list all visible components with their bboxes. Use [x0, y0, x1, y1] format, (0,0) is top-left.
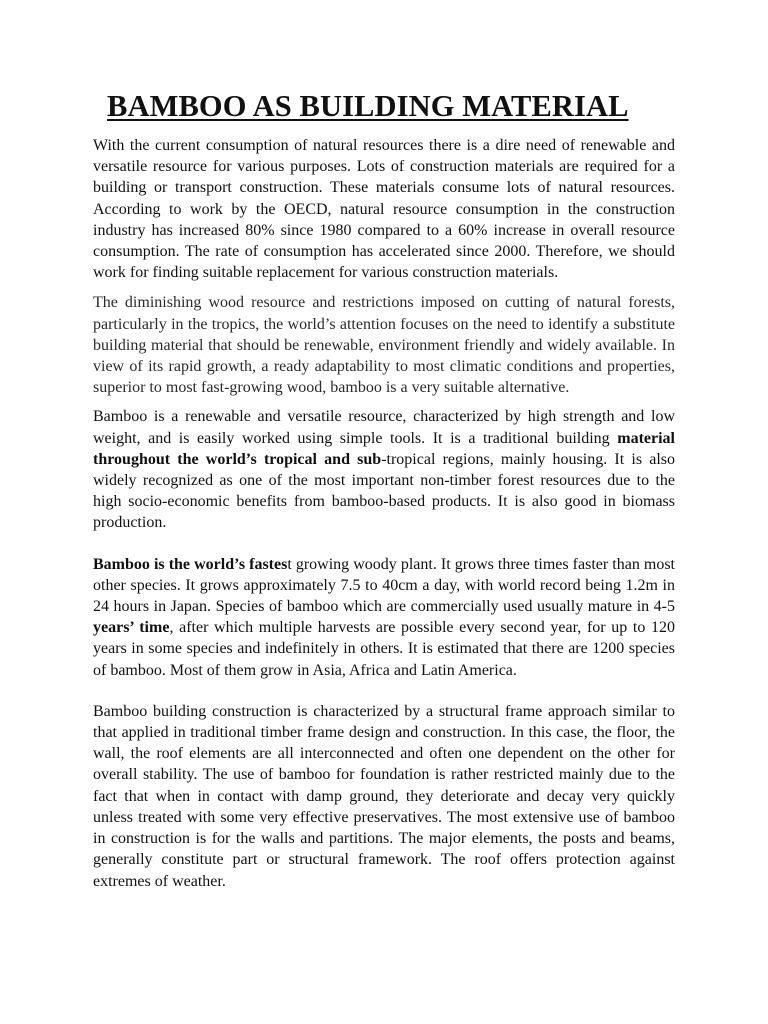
bold-text-run: material throughout the world’s tropical and sub [93, 429, 675, 468]
document-title: BAMBOO AS BUILDING MATERIAL [107, 89, 629, 123]
paragraph-building-construction: Bamboo building construction is characterized by a structural frame approach similar to that applied in traditional timber frame design and construction. In this case, the floor, the wall, the roof elements are all interconnected and often one dependent on the other for overall stability. The use of bamboo for foundation is rather restricted mainly due to the fact that when in contact with damp ground, they deteriorate and decay very quickly unless treated with some very effective preservatives. The most extensive use of bamboo in construction is for the walls and partitions. The major elements, the posts and beams, generally constitute part or structural framework. The roof offers protection against extremes of weather. [93, 702, 675, 890]
paragraph-text-run: t growing woody plant. It grows three times faster than most other species. It grows approximately 7.5 to 40cm a day, with world record being 1.2m in 24 hours in Japan. Species of bamboo which are commercially used usually mature in 4-5 [93, 555, 675, 616]
paragraph-text-run: , after which multiple harvests are possible every second year, for up to 120 years in some species and indefinitely in others. It is estimated that there are 1200 species of bamboo. Most of them grow in Asia, Africa and Latin America. [93, 619, 676, 679]
paragraph-resource-consumption: With the current consumption of natural resources there is a dire need of renewable and versatile resource for various purposes. Lots of construction materials are required for a building or transport construction. These materials consume lots of natural resources. According to work by the OECD, natural resource consumption in the construction industry has increased 80% since 1980 compared to a 60% increase in overall resource consumption. The rate of consumption has accelerated since 2000. Therefore, we should work for finding suitable replacement for various construction materials. [93, 137, 675, 282]
paragraph-text-run: -tropical regions, mainly housing. It is also widely recognized as one of the most important non-timber forest resources due to the high socio-economic benefits from bamboo-based products. It is also good in biomass production. [93, 450, 676, 532]
paragraph-text-run: Bamboo is a renewable and versatile resource, characterized by high strength and low weight, and is easily worked using simple tools. It is a traditional building [93, 408, 675, 447]
bold-text-run: years’ time [93, 619, 170, 637]
paragraph-wood-substitute: The diminishing wood resource and restrictions imposed on cutting of natural forests, particularly in the tropics, the world’s attention focuses on the need to identify a substitute building material that should be renewable, environment friendly and widely available. In view of its rapid growth, a ready adaptability to most climatic conditions and properties, superior to most fast-growing wood, bamboo is a very suitable alternative. [93, 294, 675, 397]
paragraph-renewable-resource [93, 406, 675, 533]
paragraph-fastest-growing [93, 554, 675, 681]
bold-text-run: Bamboo is the world’s fastes [93, 555, 288, 573]
document-page [93, 86, 675, 892]
